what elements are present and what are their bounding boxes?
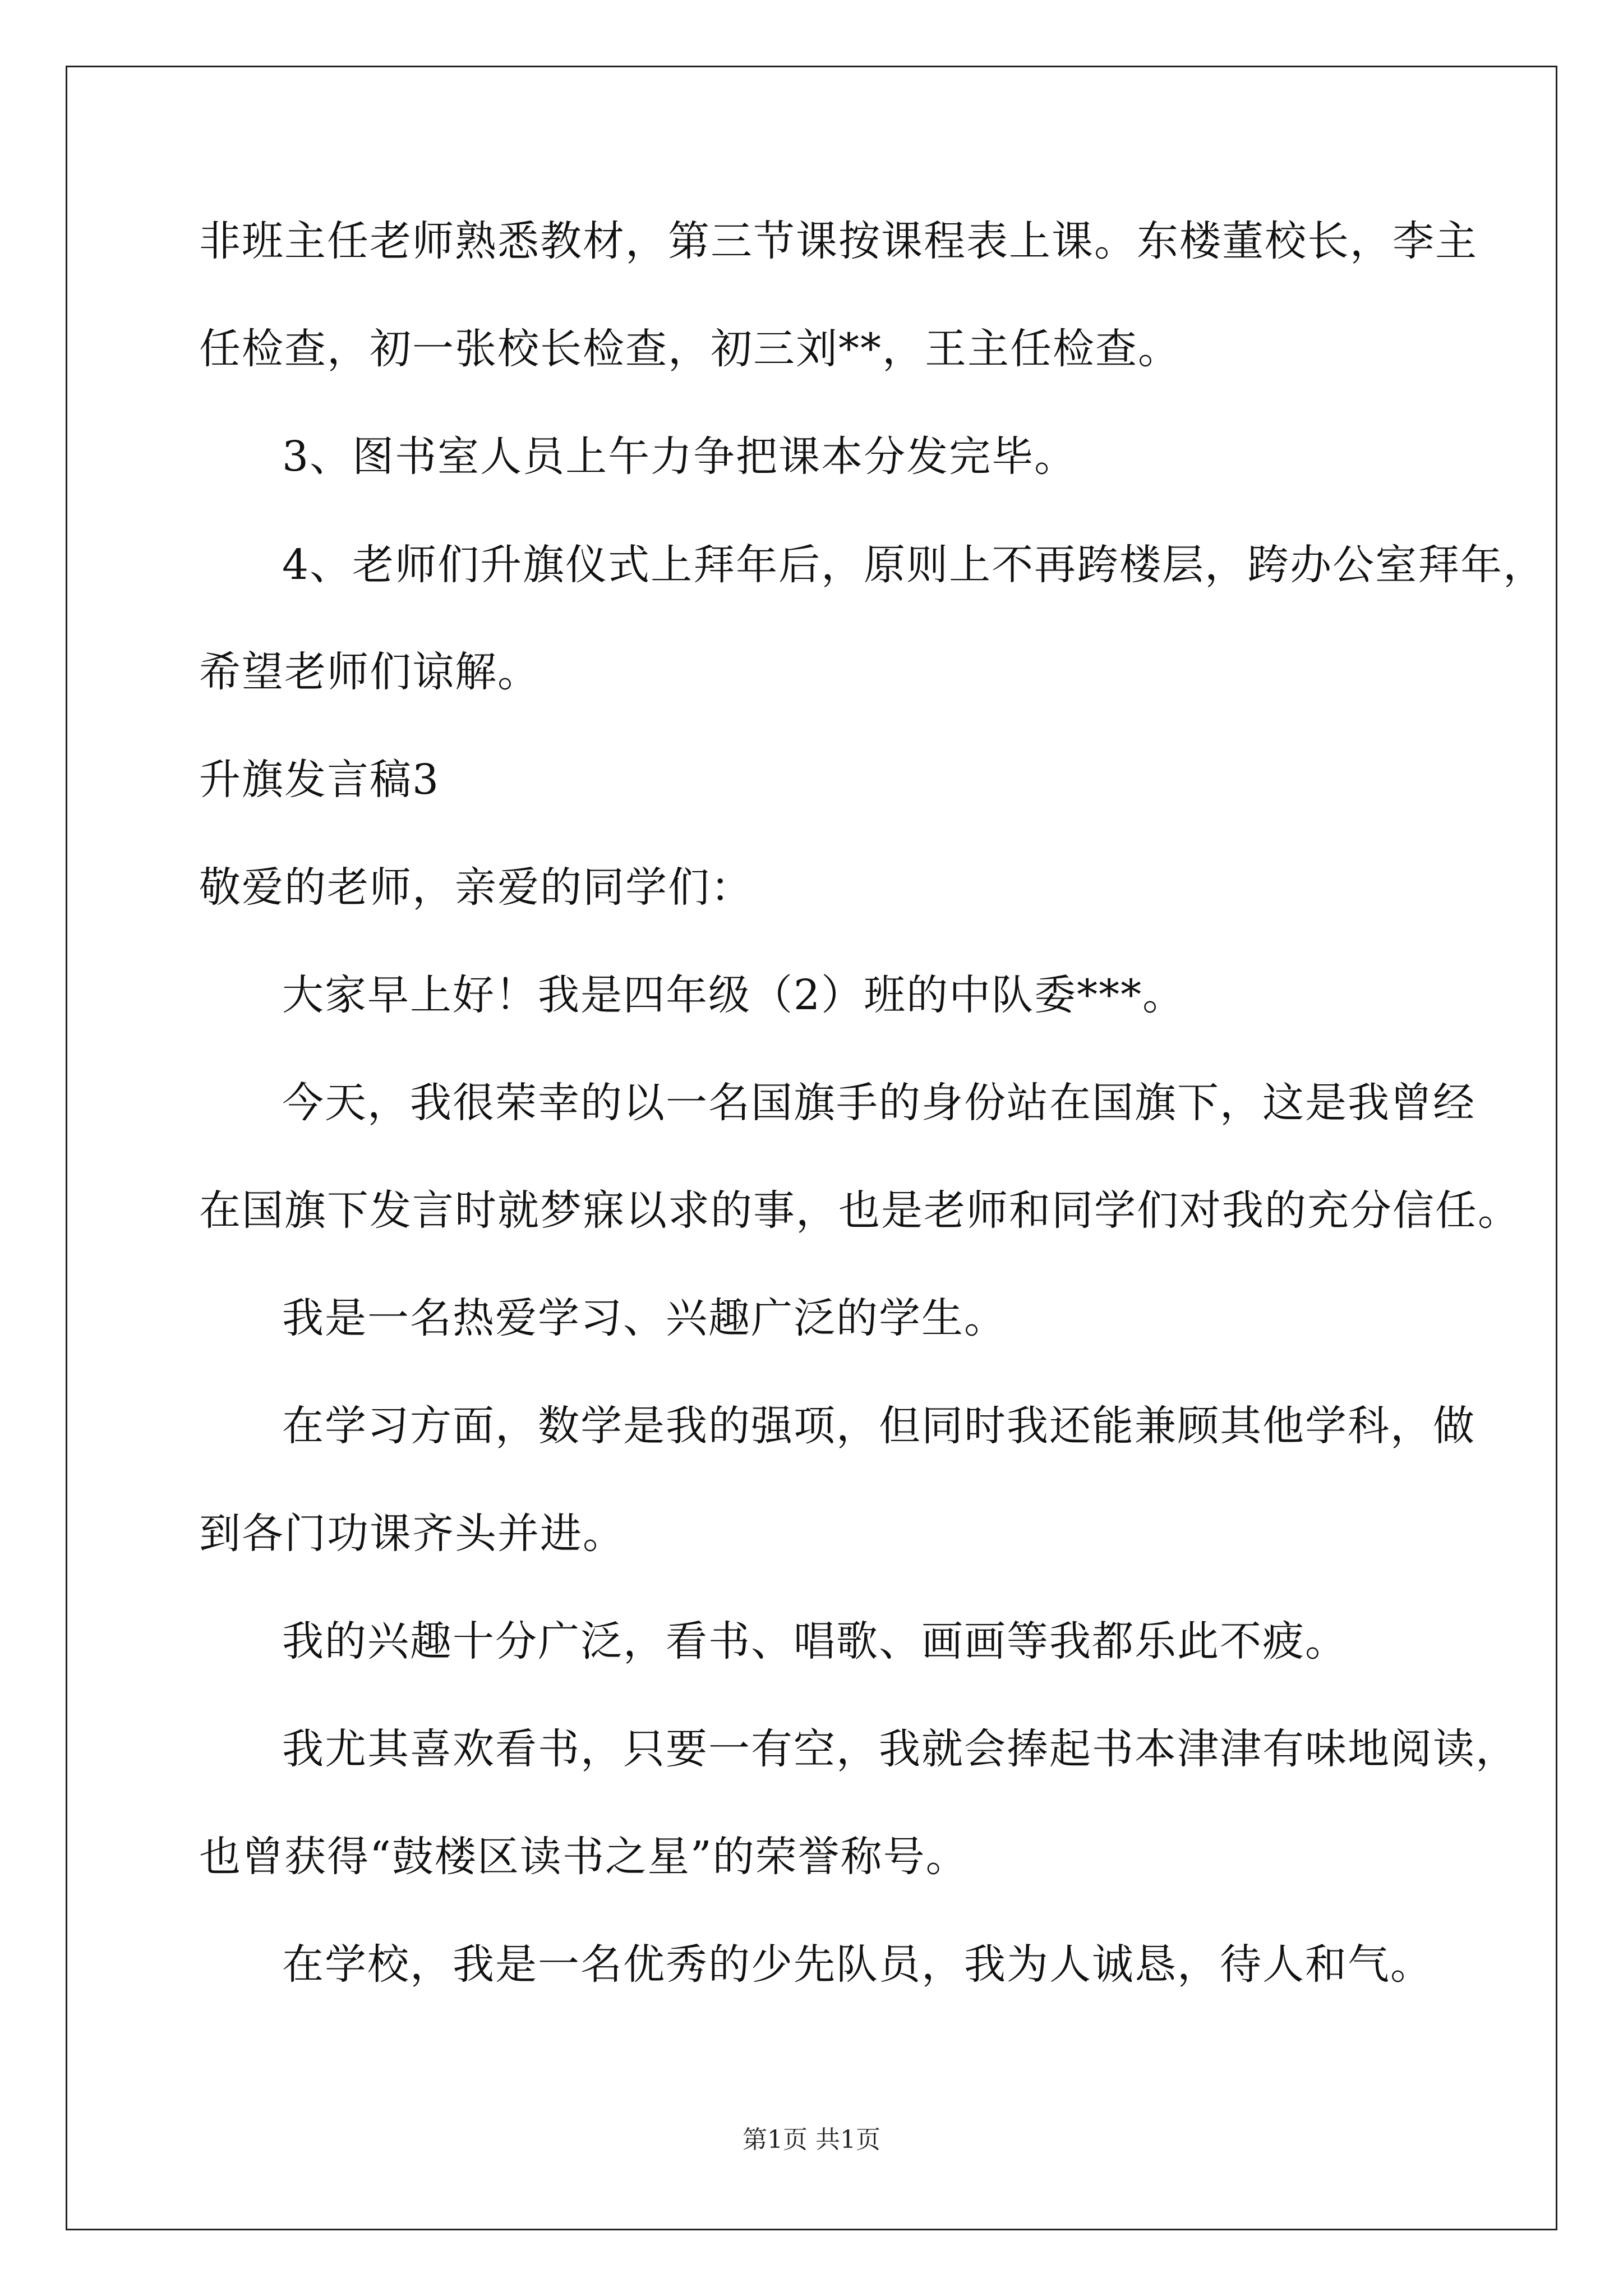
text-line: 在国旗下发言时就梦寐以求的事，也是老师和同学们对我的充分信任。 (199, 1186, 1520, 1235)
text-line: 非班主任老师熟悉教材，第三节课按课程表上课。东楼董校长，李主 (199, 217, 1478, 265)
text-line: 在学习方面，数学是我的强项，但同时我还能兼顾其他学科，做 (282, 1402, 1476, 1450)
text-line: 3、图书室人员上午力争把课本分发完毕。 (282, 432, 1077, 481)
text-line: 今天，我很荣幸的以一名国旗手的身份站在国旗下，这是我曾经 (282, 1079, 1476, 1127)
text-line: 在学校，我是一名优秀的少先队员，我为人诚恳，待人和气。 (282, 1940, 1433, 1989)
text-line: 我尤其喜欢看书，只要一有空，我就会捧起书本津津有味地阅读， (282, 1725, 1518, 1773)
text-line: 任检查，初一张校长检查，初三刘**，王主任检查。 (199, 325, 1181, 373)
page-border (66, 66, 1557, 2230)
text-line: 也曾获得“鼓楼区读书之星”的荣誉称号。 (199, 1833, 969, 1881)
text-line: 我的兴趣十分广泛，看书、唱歌、画画等我都乐此不疲。 (282, 1617, 1348, 1665)
text-line: 我是一名热爱学习、兴趣广泛的学生。 (282, 1294, 1007, 1342)
section-heading: 升旗发言稿3 (199, 756, 440, 804)
text-line: 希望老师们谅解。 (199, 648, 540, 696)
page-number-footer: 第1页 共1页 (743, 2125, 880, 2154)
text-line: 大家早上好！我是四年级（2）班的中队委***。 (282, 971, 1186, 1019)
text-line: 到各门功课齐头并进。 (199, 1510, 625, 1558)
text-line: 4、老师们升旗仪式上拜年后，原则上不再跨楼层，跨办公室拜年， (282, 541, 1546, 589)
salutation: 敬爱的老师，亲爱的同学们： (199, 863, 753, 912)
